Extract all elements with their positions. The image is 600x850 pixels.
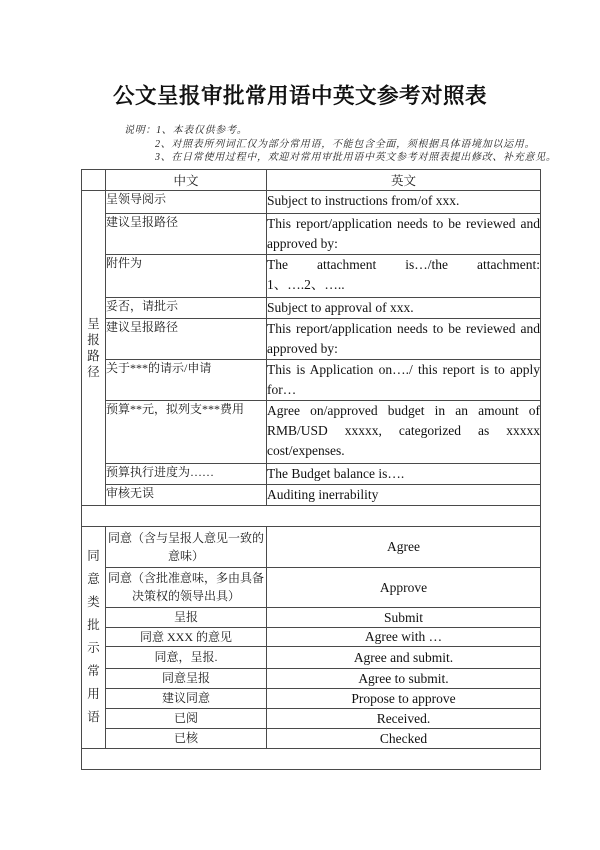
chinese-cell: 关于***的请示/申请 bbox=[106, 359, 267, 400]
divider-cell bbox=[82, 748, 541, 769]
section1-category-cell bbox=[82, 190, 106, 505]
notes-block bbox=[124, 124, 600, 165]
chinese-cell: 预算执行进度为…… bbox=[106, 463, 267, 484]
chinese-cell: 建议同意 bbox=[106, 688, 267, 708]
english-cell: The attachment is…/the attachment: 1、….2、….. bbox=[267, 254, 541, 297]
chinese-cell: 同意呈报 bbox=[106, 668, 267, 688]
table-row bbox=[82, 318, 541, 359]
english-cell: This report/application needs to be reviewed and approved by: bbox=[267, 213, 541, 254]
english-cell: Approve bbox=[267, 567, 541, 607]
table-row bbox=[82, 400, 541, 463]
table-row bbox=[82, 526, 541, 567]
note-line-3: 3、在日常使用过程中，欢迎对常用审批用语中英文参考对照表提出修改、补充意见。 bbox=[155, 152, 557, 163]
reference-table bbox=[81, 169, 541, 770]
english-cell: Submit bbox=[267, 607, 541, 627]
english-cell: This report/application needs to be reviewed and approved by: bbox=[267, 318, 541, 359]
table-row bbox=[82, 668, 541, 688]
page-title: 公文呈报审批常用语中英文参考对照表 bbox=[112, 84, 487, 108]
section-divider-row bbox=[82, 505, 541, 526]
english-cell: Subject to approval of xxx. bbox=[267, 297, 541, 318]
english-cell: Auditing inerrability bbox=[267, 484, 541, 505]
english-cell: Checked bbox=[267, 728, 541, 748]
table-row bbox=[82, 567, 541, 607]
table-row bbox=[82, 646, 541, 668]
english-cell: Agree to submit. bbox=[267, 668, 541, 688]
header-category-cell bbox=[82, 169, 106, 190]
table-row bbox=[82, 708, 541, 728]
chinese-cell: 建议呈报路径 bbox=[106, 213, 267, 254]
note-line-2: 2、对照表所列词汇仅为部分常用语，不能包含全面，须根据具体语境加以运用。 bbox=[155, 138, 536, 150]
table-row bbox=[82, 728, 541, 748]
note-line-1 bbox=[124, 124, 600, 138]
section2-category-cell bbox=[82, 526, 106, 748]
table-row bbox=[82, 688, 541, 708]
table-row bbox=[82, 463, 541, 484]
table-row bbox=[82, 297, 541, 318]
divider-cell bbox=[82, 505, 541, 526]
table-row bbox=[82, 484, 541, 505]
header-english: 英文 bbox=[267, 169, 541, 190]
table-row bbox=[82, 607, 541, 627]
chinese-cell: 同意（含与呈报人意见一致的意味） bbox=[106, 526, 267, 567]
chinese-cell: 妥否，请批示 bbox=[106, 297, 267, 318]
chinese-cell: 附件为 bbox=[106, 254, 267, 297]
chinese-cell: 已阅 bbox=[106, 708, 267, 728]
english-cell: Agree bbox=[267, 526, 541, 567]
english-cell: Subject to instructions from/of xxx. bbox=[267, 190, 541, 213]
chinese-cell: 呈领导阅示 bbox=[106, 190, 267, 213]
chinese-cell: 审核无误 bbox=[106, 484, 267, 505]
english-cell: Received. bbox=[267, 708, 541, 728]
english-cell: This is Application on…./ this report is to apply for… bbox=[267, 359, 541, 400]
notes-label: 说明： bbox=[124, 125, 157, 136]
section2-category-label: 同意类批示常用语 bbox=[87, 549, 100, 724]
table-row bbox=[82, 359, 541, 400]
chinese-cell: 同意 XXX 的意见 bbox=[106, 627, 267, 646]
bottom-divider-row bbox=[82, 748, 541, 769]
table-row bbox=[82, 213, 541, 254]
chinese-cell: 已核 bbox=[106, 728, 267, 748]
table-row bbox=[82, 190, 541, 213]
english-cell: Agree on/approved budget in an amount of RMB/USD xxxxx, categorized as xxxxx cost/expenses. bbox=[267, 400, 541, 463]
english-cell: Propose to approve bbox=[267, 688, 541, 708]
table-row bbox=[82, 627, 541, 646]
chinese-cell: 呈报 bbox=[106, 607, 267, 627]
english-cell: Agree with … bbox=[267, 627, 541, 646]
chinese-cell: 预算**元，拟列支***费用 bbox=[106, 400, 267, 463]
english-cell: The Budget balance is…. bbox=[267, 463, 541, 484]
chinese-cell: 同意，呈报. bbox=[106, 646, 267, 668]
table-header-row bbox=[82, 169, 541, 190]
table-row bbox=[82, 254, 541, 297]
note-item-1: 1、本表仅供参考。 bbox=[156, 125, 248, 136]
section1-category-label: 呈报路径 bbox=[87, 316, 100, 379]
english-cell: Agree and submit. bbox=[267, 646, 541, 668]
chinese-cell: 建议呈报路径 bbox=[106, 318, 267, 359]
chinese-cell: 同意（含批准意味，多由具备决策权的领导出具） bbox=[106, 567, 267, 607]
header-chinese: 中文 bbox=[106, 169, 267, 190]
